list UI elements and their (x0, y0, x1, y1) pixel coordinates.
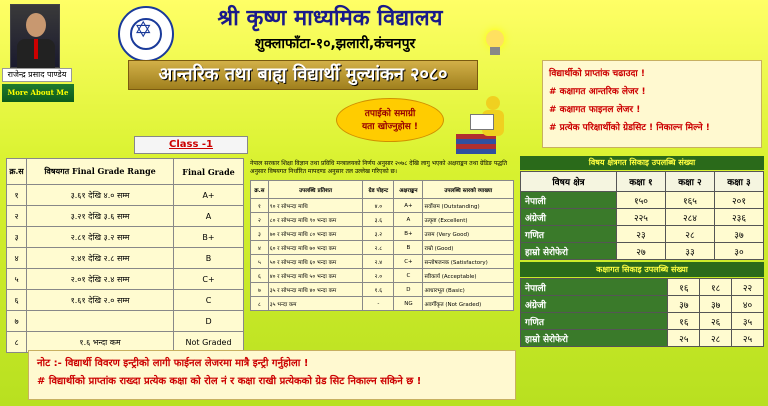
note-line-2: # विद्यार्थीको प्राप्तांक राख्दा प्रत्येक कक्षा को रोल नं र कक्षा राखी प्रत्येकको ग्रेड सिट निकाल्न सकिने छ ! (37, 376, 422, 387)
table-row: हाम्रो सेरोफेरो २७ ३३ ३० (521, 243, 764, 260)
table-row: हाम्रो सेरोफेरो २५ २८ २५ (521, 330, 764, 347)
header-range: विषयगत Final Grade Range (27, 159, 174, 185)
table-row: ७ ३५ र सोभन्दा माथि ४० भन्दा कम १.६ D आधारभूत (Basic) (251, 283, 514, 297)
table-row: नेपाली १६ १८ २२ (521, 279, 764, 296)
subject-section-title: विषय क्षेत्रगत सिकाइ उपलब्धि संख्या (520, 156, 764, 170)
grade-range-table (6, 158, 244, 353)
table-row: ६ ४० र सोभन्दा माथि ५० भन्दा कम २.० C स्वीकार्य (Acceptable) (251, 269, 514, 283)
school-address: शुक्लाफाँटा-१०,झलारी,कंचनपुर (254, 36, 416, 52)
class-count-table (520, 278, 764, 347)
table-row: ७ D (7, 311, 244, 332)
class-section-title: कक्षागत सिकाइ उपलब्धि संख्या (520, 262, 764, 277)
table-row: अंग्रेजी ३७ ३७ ४० (521, 296, 764, 313)
note-line-1: नोट :- विद्यार्थी विवरण इन्ट्रीको लागी फाईनल लेजरमा मात्रै इन्ट्री गर्नुहोला ! (37, 358, 309, 369)
table-row: ८ ३५ भन्दा कम - NG अवर्गीकृत (Not Graded) (251, 297, 514, 311)
table-row: गणित १६ २६ ३५ (521, 313, 764, 330)
table-row: ५ २.०१ देखि २.४ सम्म C+ (7, 269, 244, 290)
exam-banner: आन्तरिक तथा बाह्य विद्यार्थी मुल्यांकन २०८० (128, 60, 478, 90)
school-title: श्री कृष्ण माध्यमिक विद्यालय (217, 5, 443, 31)
header-grade: Final Grade (174, 159, 244, 185)
notice-box (542, 60, 762, 148)
subject-count-table: विषय क्षेत्र कक्षा १ कक्षा २ कक्षा ३ नेपाली १५० १६५ २०१ अंग्रेजी २२५ २८४ २३६ गणित २३ २८ ३७ हाम्रो सेरोफेरो २७ ३३ ३० (520, 171, 764, 260)
notice-link-2[interactable]: # कक्षागत आन्तरिक लेजर ! (549, 87, 646, 97)
profile-photo (10, 4, 60, 68)
bubble-line-1: तपाईको समाग्री (364, 109, 416, 119)
table-row: १ ३.६१ देखि ४.० सम्म A+ (7, 185, 244, 206)
grading-criteria-table: क्र.स उपलब्धि प्रतिशत ग्रेड पोइन्ट अक्षराङ्कन उपलब्धि स्तरको व्याख्या १ ९० र सोभन्दा माथि ४.० A+ सर्वोत्तम (Outstanding) २ ८० र सोभन्दा माथि ९० भन्दा कम ३.६ A उत्कृष्ट (Excellent) ३ ७० र सोभन्दा माथि ८० भन्दा कम ३.२ B+ उत्तम (Very Good) ४ ६० र सोभन्दा माथि ७० भन्दा कम २.८ B राम्रो (Good) ५ ५० र सोभन्दा माथि ६० भन्दा कम २.४ C+ सन्तोषजनक (Satisfactory) ६ ४० र सोभन्दा माथि ५० भन्दा कम २.० C स्वीकार्य (Acceptable) ७ ३५ र सोभन्दा माथि ४० भन्दा कम १.६ D आधारभूत (Basic) ८ ३५ भन्दा कम - NG अवर्गीकृत (Not Graded) (250, 180, 514, 311)
lightbulb-icon (484, 30, 506, 58)
table-row: नेपाली १५० १६५ २०१ (521, 192, 764, 209)
table-row: अंग्रेजी २२५ २८४ २३६ (521, 209, 764, 226)
table-row: ३ ७० र सोभन्दा माथि ८० भन्दा कम ३.२ B+ उत्तम (Very Good) (251, 227, 514, 241)
header-sn: क्र.स (7, 159, 27, 185)
table-row: २ ३.२१ देखि ३.६ सम्म A (7, 206, 244, 227)
school-logo: ✡ (118, 6, 174, 62)
person-name: राजेन्द्र प्रसाद पाण्डेय (2, 68, 72, 82)
table-row: ३ २.८१ देखि ३.२ सम्म B+ (7, 227, 244, 248)
table-row: ८ १.६ भन्दा कम Not Graded (7, 332, 244, 353)
table-row: ६ १.६१ देखि २.० सम्म C (7, 290, 244, 311)
class-label[interactable]: Class -1 (134, 136, 248, 154)
bubble-line-2: यता खोज्नुहोस ! (361, 122, 419, 132)
notice-link-1[interactable]: विद्यार्थीको प्राप्तांक चढाउदा ! (549, 69, 645, 79)
table-row: ४ २.४१ देखि २.८ सम्म B (7, 248, 244, 269)
table-row: गणित २३ २८ ३७ (521, 226, 764, 243)
table-row: २ ८० र सोभन्दा माथि ९० भन्दा कम ३.६ A उत्कृष्ट (Excellent) (251, 213, 514, 227)
reading-figure-icon (456, 96, 526, 156)
grading-description: नेपाल सरकार शिक्षा विज्ञान तथा प्रविधि मन्त्रालयको निर्णय अनुसार २०७८ देखि लागु भएको अक्षराङ्कन तथा ग्रेडिङ पद्धति अनुसार विषयगत निर्धारित मापदण्ड अनुसार तल उल्लेख गरिएको छ। (250, 160, 508, 175)
bottom-notes (28, 350, 516, 400)
table-row: १ ९० र सोभन्दा माथि ४.० A+ सर्वोत्तम (Outstanding) (251, 199, 514, 213)
search-bubble[interactable] (336, 98, 444, 142)
table-row: ५ ५० र सोभन्दा माथि ६० भन्दा कम २.४ C+ सन्तोषजनक (Satisfactory) (251, 255, 514, 269)
more-about-me-button[interactable]: More About Me (2, 84, 74, 102)
table-row: ४ ६० र सोभन्दा माथि ७० भन्दा कम २.८ B राम्रो (Good) (251, 241, 514, 255)
notice-link-3[interactable]: # कक्षागत फाइनल लेजर ! (549, 105, 641, 115)
notice-link-4[interactable]: # प्रत्येक परिक्षार्थीको ग्रेडसिट ! निकाल्न मिल्ने ! (549, 123, 710, 133)
